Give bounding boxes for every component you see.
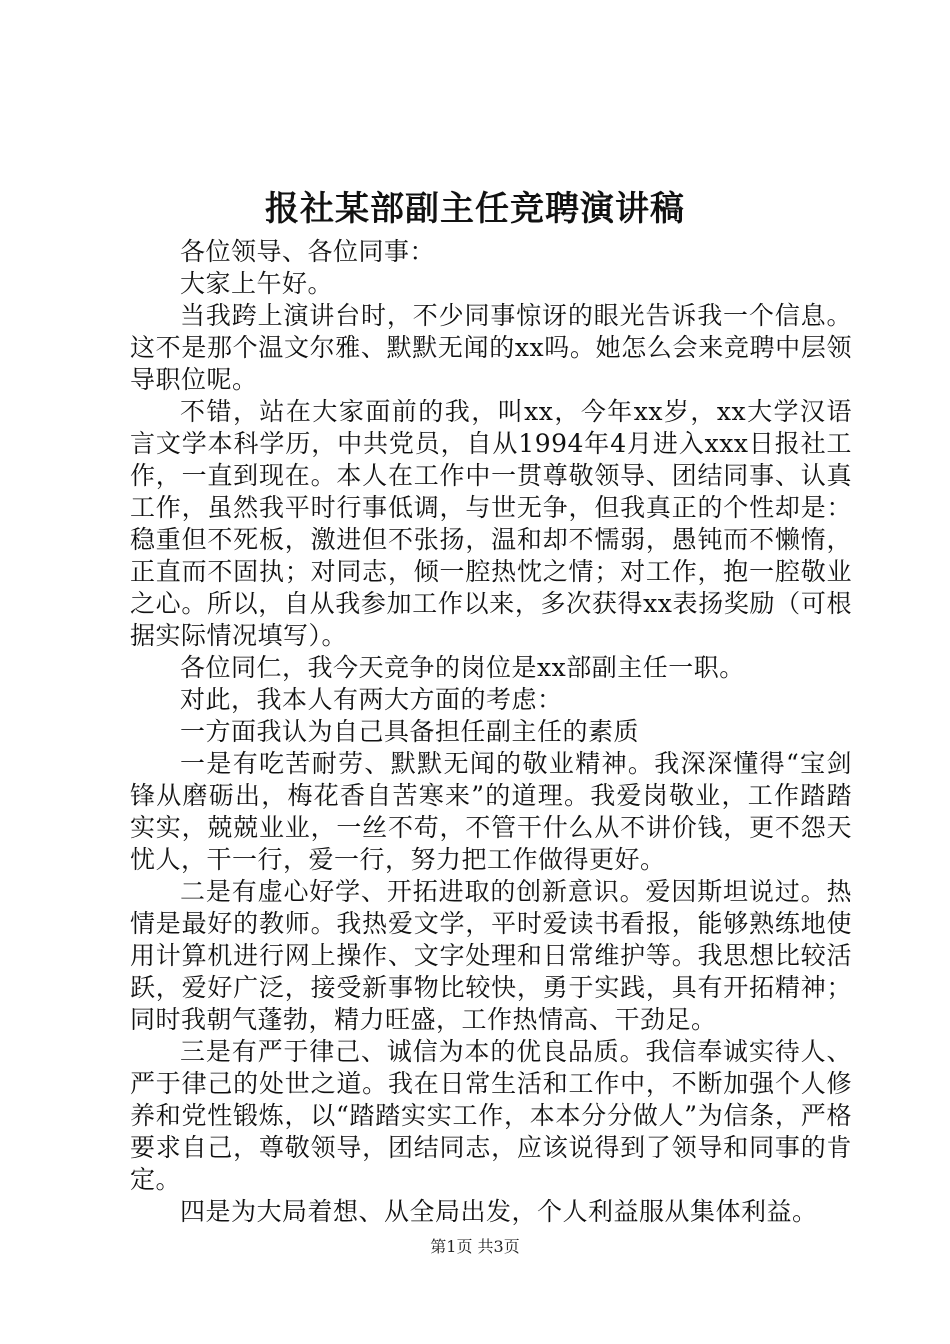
page-number-footer: 第1页 共3页 xyxy=(430,1237,520,1256)
paragraph: 不错，站在大家面前的我，叫xx，今年xx岁，xx大学汉语言文学本科学历，中共党员，自从1994年4月进入xxx日报社工作，一直到现在。本人在工作中一贯尊敬领导、团结同事、认真工作，虽然我平时行事低调，与世无争，但我真正的个性却是：稳重但不死板，激进但不张扬，温和却不懦弱，愚钝而不懒惰，正直而不固执；对同志，倾一腔热忱之情；对工作，抱一腔敬业之心。所以，自从我参加工作以来，多次获得xx表扬奖励（可根据实际情况填写）。 xyxy=(130,397,852,650)
paragraph: 四是为大局着想、从全局出发，个人利益服从集体利益。 xyxy=(180,1197,818,1226)
paragraph: 一方面我认为自己具备担任副主任的素质 xyxy=(180,717,640,746)
document-title: 报社某部副主任竞聘演讲稿 xyxy=(265,189,685,229)
paragraph-greeting: 各位领导、各位同事： xyxy=(180,237,436,266)
document-body xyxy=(130,236,852,1228)
paragraph: 当我跨上演讲台时，不少同事惊讶的眼光告诉我一个信息。这不是那个温文尔雅、默默无闻的xx吗。她怎么会来竞聘中层领导职位呢。 xyxy=(130,301,852,394)
paragraph: 对此，我本人有两大方面的考虑： xyxy=(180,685,563,714)
paragraph: 一是有吃苦耐劳、默默无闻的敬业精神。我深深懂得“宝剑锋从磨砺出，梅花香自苦寒来”的道理。我爱岗敬业，工作踏踏实实，兢兢业业，一丝不苟，不管干什么从不讲价钱，更不怨天忧人，干一行，爱一行，努力把工作做得更好。 xyxy=(130,749,852,874)
paragraph: 二是有虚心好学、开拓进取的创新意识。爱因斯坦说过。热情是最好的教师。我热爱文学，平时爱读书看报，能够熟练地使用计算机进行网上操作、文字处理和日常维护等。我思想比较活跃，爱好广泛，接受新事物比较快，勇于实践，具有开拓精神；同时我朝气蓬勃，精力旺盛，工作热情高、干劲足。 xyxy=(130,877,852,1034)
paragraph: 各位同仁，我今天竞争的岗位是xx部副主任一职。 xyxy=(180,653,745,682)
paragraph-hello: 大家上午好。 xyxy=(180,269,334,298)
paragraph: 三是有严于律己、诚信为本的优良品质。我信奉诚实待人、严于律己的处世之道。我在日常生活和工作中，不断加强个人修养和党性锻炼，以“踏踏实实工作，本本分分做人”为信条，严格要求自己，尊敬领导，团结同志，应该说得到了领导和同事的肯定。 xyxy=(130,1037,852,1194)
